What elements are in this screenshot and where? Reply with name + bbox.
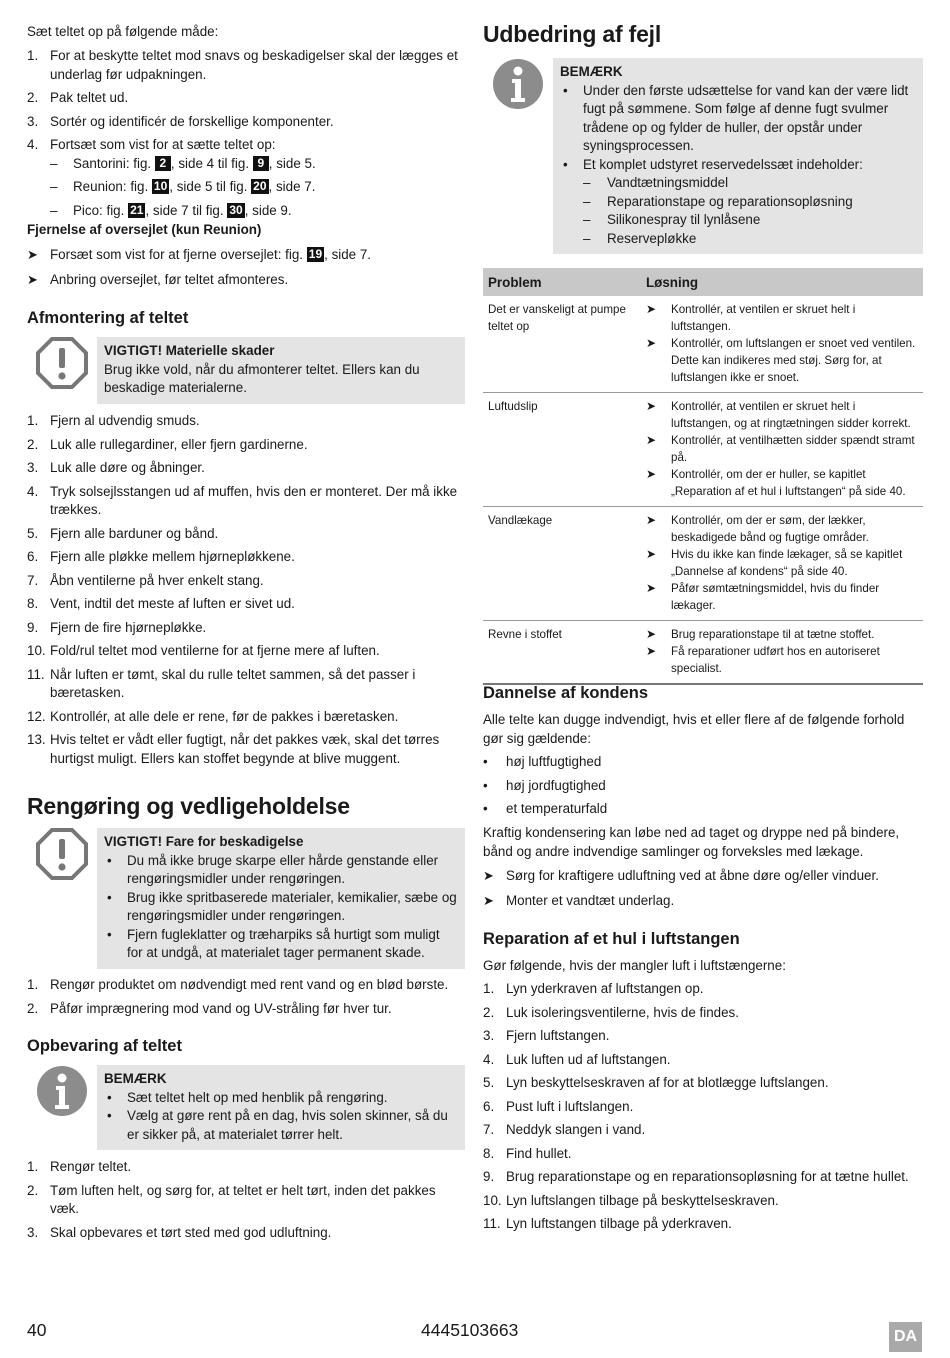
solution-item: ➤ Påfør sømtætningsmiddel, hvis du finder lækager. [646,581,880,612]
solution-cell [641,393,923,507]
condensation-heading: Dannelse af kondens [483,684,649,702]
remove-oversail-list [27,246,465,295]
list-item: • et temperaturfald [483,801,608,816]
list-item: 5. Fjern alle barduner og bånd. [27,525,219,541]
arrow-bullet-icon: ➤ [646,399,657,413]
table-row [483,507,923,621]
solution-item: ➤ Kontrollér, at ventilhætten sidder spændt stramt på. [646,433,915,464]
list-item: • høj luftfugtighed [483,754,602,769]
list-item: 8. Find hullet. [483,1145,572,1161]
list-item: 6. Fjern alle pløkke mellem hjørnepløkkene. [27,549,295,564]
dismantle-steps [27,412,465,773]
info-circle-icon [483,58,553,254]
arrow-bullet-icon: ➤ [483,868,494,883]
repair-steps [483,980,923,1239]
condensation-intro: Alle telte kan dugge indvendigt, hvis et eller flere af de følgende forhold gør sig gældende: [483,712,905,746]
list-item: ➤ Sørg for kraftigere udluftning ved at åbne døre og/eller vinduer. [483,867,923,886]
list-item: 9. Fjern de fire hjørnepløkke. [27,619,207,635]
list-item: 1. Rengør produktet om nødvendigt med rent vand og en blød børste. [27,977,449,992]
list-item: 11. Lyn luftstangen tilbage på yderkraven. [483,1216,732,1231]
list-item: 2. Påfør imprægnering mod vand og UV-stråling før hver tur. [27,1000,392,1016]
list-item: – Silikonespray til lynlåsene [583,212,761,227]
list-item: • Sæt teltet helt op med henblik på rengøring. [107,1089,388,1105]
condensation-conditions [483,753,923,824]
dismantle-heading: Afmontering af teltet [27,309,189,327]
list-item: ➤ Monter et vandtæt underlag. [483,892,923,911]
arrow-bullet-icon: ➤ [27,271,38,287]
solution-cell [641,621,923,685]
figure-ref: 2 [155,156,171,171]
table-row [483,393,923,507]
troubleshooting-heading: Udbedring af fejl [483,21,662,47]
arrow-bullet-icon: ➤ [27,247,38,262]
exclamation-octagon-icon [27,828,97,969]
arrow-bullet-icon: ➤ [646,644,657,658]
list-item: • Brug ikke spritbaserede materialer, kemikalier, sæbe og rengøringsmidler under rengøringen. [107,889,457,923]
list-item: 1. Rengør teltet. [27,1159,132,1174]
solution-item: ➤ Kontrollér, om der er huller, se kapitlet „Reparation af et hul i luftstangen“ på side 40. [646,467,906,498]
list-item: 10. Fold/rul teltet mod ventilerne for at fjerne mere af luften. [27,643,380,658]
setup-sublist [50,155,465,221]
cleaning-heading: Rengøring og vedligeholdelse [27,793,350,819]
list-item: 4. Tryk solsejlsstangen ud af muffen, hvis den er monteret. Der må ikke trækkes. [27,483,458,517]
notice-title: VIGTIGT! Materielle skader [104,343,275,358]
list-item: 7. Neddyk slangen i vand. [483,1122,646,1137]
column-header-problem: Problem [483,268,641,296]
cleaning-steps [27,976,465,1023]
storage-info-notice [27,1065,465,1150]
column-header-solution: Løsning [641,268,923,296]
list-item: 5. Lyn beskyttelseskraven af for at blotlægge luftslangen. [483,1075,829,1090]
list-item: 2. Pak teltet ud. [27,90,129,105]
figure-ref: 20 [253,179,267,193]
info-circle-icon [27,1065,97,1150]
list-item: 10. Lyn luftslangen tilbage på beskyttelseskraven. [483,1192,779,1208]
setup-steps [27,47,465,225]
figure-ref: 10 [153,179,168,193]
table-row [483,621,923,685]
list-item: 4. Fortsæt som vist for at sætte teltet op: – Santorini: fig. 2 , side 4 til fig. 9 , side 5. – Reunion: fig. 10 , side 5 til fig. 20 , side 7. – Pico: fig. 21 , side 7 til fig. 30 , side 9. [27,136,465,220]
problem-cell: Vandlækage [483,507,641,621]
list-item: – Reparationstape og reparationsopløsning [583,193,853,209]
list-item: 8. Vent, indtil det meste af luften er sivet ud. [27,596,295,611]
solution-item: ➤ Kontrollér, at ventilen er skruet helt i luftstangen, og at ringtætningen sidder korrekt. [646,399,911,430]
setup-intro: Sæt teltet op på følgende måde: [27,24,219,39]
list-item: ➤ Anbring oversejlet, før teltet afmonteres. [27,271,465,290]
figure-ref: 30 [229,202,243,217]
exclamation-octagon-icon [27,337,97,404]
arrow-bullet-icon: ➤ [646,547,657,561]
list-item: 3. Fjern luftstangen. [483,1028,610,1043]
problem-cell: Det er vanskeligt at pumpe teltet op [483,296,641,393]
list-item: • Du må ikke bruge skarpe eller hårde genstande eller rengøringsmidler under rengøringen. [107,852,439,886]
notice-text: Brug ikke vold, når du afmonterer teltet. Ellers kan du beskadige materialerne. [104,361,420,395]
notice-title: BEMÆRK [104,1071,167,1086]
list-item: – Santorini: fig. 2 , side 4 til fig. 9 , side 5. [50,155,316,171]
list-item: – Reunion: fig. 10 , side 5 til fig. 20 , side 7. [50,179,316,194]
arrow-bullet-icon: ➤ [646,336,657,350]
list-item: 1. Fjern al udvendig smuds. [27,413,200,428]
problem-cell: Revne i stoffet [483,621,641,685]
list-item: • Vælg at gøre rent på en dag, hvis solen skinner, så du er sikker på, at materialet tørrer helt. [107,1108,448,1142]
document-code: 4445103663 [421,1320,519,1340]
list-item: 9. Brug reparationstape og en reparationsopløsning for at tætne hullet. [483,1169,909,1184]
list-item: – Reservepløkke [583,230,697,246]
list-item: 3. Skal opbevares et tørt sted med god udluftning. [27,1224,332,1240]
notice-title: VIGTIGT! Fare for beskadigelse [104,834,304,849]
list-item: 1. For at beskytte teltet mod snavs og beskadigelser skal der lægges et underlag før udpakningen. [27,48,458,82]
condensation-text: Kraftig kondensering kan løbe ned ad taget og dryppe ned på bindere, bånd og andre indvendige samlinger og forveksles med lækage. [483,825,900,859]
solution-item: ➤ Hvis du ikke kan finde lækager, så se kapitlet „Dannelse af kondens“ på side 40. [646,547,903,578]
list-item: • høj jordfugtighed [483,777,606,793]
troubleshooting-info-notice [483,58,923,254]
repair-heading: Reparation af et hul i luftstangen [483,930,740,948]
list-item: 6. Pust luft i luftslangen. [483,1098,634,1114]
problem-cell: Luftudslip [483,393,641,507]
arrow-bullet-icon: ➤ [646,581,657,595]
list-item: 2. Luk alle rullegardiner, eller fjern gardinerne. [27,436,308,452]
solution-item: ➤ Kontrollér, om luftslangen er snoet ved ventilen. Dette kan indikeres med støj. Sørg for, at luftslangen ikke er snoet. [646,336,916,384]
arrow-bullet-icon: ➤ [646,302,657,316]
storage-steps [27,1158,465,1247]
arrow-bullet-icon: ➤ [483,892,494,908]
solution-item: ➤ Kontrollér, om der er søm, der lækker, beskadigede bånd og fugtige områder. [646,513,869,544]
page-number: 40 [27,1320,47,1340]
list-item: 13. Hvis teltet er vådt eller fugtigt, når det pakkes væk, skal det tørres hurtigst muligt. Ellers kan stoffet begynde at blive muggent. [27,732,440,766]
figure-ref: 21 [130,202,144,217]
language-badge: DA [889,1322,922,1352]
figure-ref: 19 [308,247,323,261]
arrow-bullet-icon: ➤ [646,433,657,447]
list-item: 1. Lyn yderkraven af luftstangen op. [483,981,704,996]
condensation-actions [483,867,923,916]
list-item: 12. Kontrollér, at alle dele er rene, før de pakkes i bæretasken. [27,708,399,724]
solution-item: ➤ Brug reparationstape til at tætne stoffet. [646,627,875,641]
arrow-bullet-icon: ➤ [646,467,657,481]
repair-intro: Gør følgende, hvis der mangler luft i luftstængerne: [483,958,786,973]
troubleshooting-table [483,268,923,685]
figure-ref: 9 [253,156,269,171]
arrow-bullet-icon: ➤ [646,627,657,641]
list-item: 2. Luk isoleringsventilerne, hvis de findes. [483,1004,739,1020]
solution-item: ➤ Få reparationer udført hos en autoriseret specialist. [646,644,880,675]
dismantle-warning-notice [27,337,465,404]
solution-cell [641,507,923,621]
table-header-row [483,268,923,296]
arrow-bullet-icon: ➤ [646,513,657,527]
list-item: 4. Luk luften ud af luftstangen. [483,1051,671,1067]
solution-cell [641,296,923,393]
list-item: – Pico: fig. 21 , side 7 til fig. 30 , side 9. [50,202,292,218]
list-item: • Et komplet udstyret reservedelssæt indeholder: [563,156,863,172]
table-row [483,296,923,393]
cleaning-warning-notice [27,828,465,969]
list-item: – Vandtætningsmiddel [583,175,729,190]
list-item: 7. Åbn ventilerne på hver enkelt stang. [27,572,264,588]
list-item: ➤ Forsæt som vist for at fjerne oversejlet: fig. 19 , side 7. [27,246,465,265]
list-item: • Under den første udsættelse for vand kan der være lidt fugt på sømmene. Som følge af denne fugt svulmer trådene op og fylder de huller, der opstår under syningsprocessen. [563,82,909,153]
storage-heading: Opbevaring af teltet [27,1037,182,1055]
remove-oversail-heading: Fjernelse af oversejlet (kun Reunion) [27,222,262,237]
list-item: 2. Tøm luften helt, og sørg for, at teltet er helt tørt, inden det pakkes væk. [27,1182,436,1216]
notice-title: BEMÆRK [560,64,623,79]
list-item: 11. Når luften er tømt, skal du rulle teltet sammen, så det passer i bæretasken. [27,666,416,700]
list-item: • Fjern fugleklatter og træharpiks så hurtigt som muligt for at undgå, at materialet tager permanent skade. [107,926,440,960]
list-item: 3. Luk alle døre og åbninger. [27,460,205,475]
solution-item: ➤ Kontrollér, at ventilen er skruet helt i luftstangen. [646,302,856,333]
list-item: 3. Sortér og identificér de forskellige komponenter. [27,113,334,129]
